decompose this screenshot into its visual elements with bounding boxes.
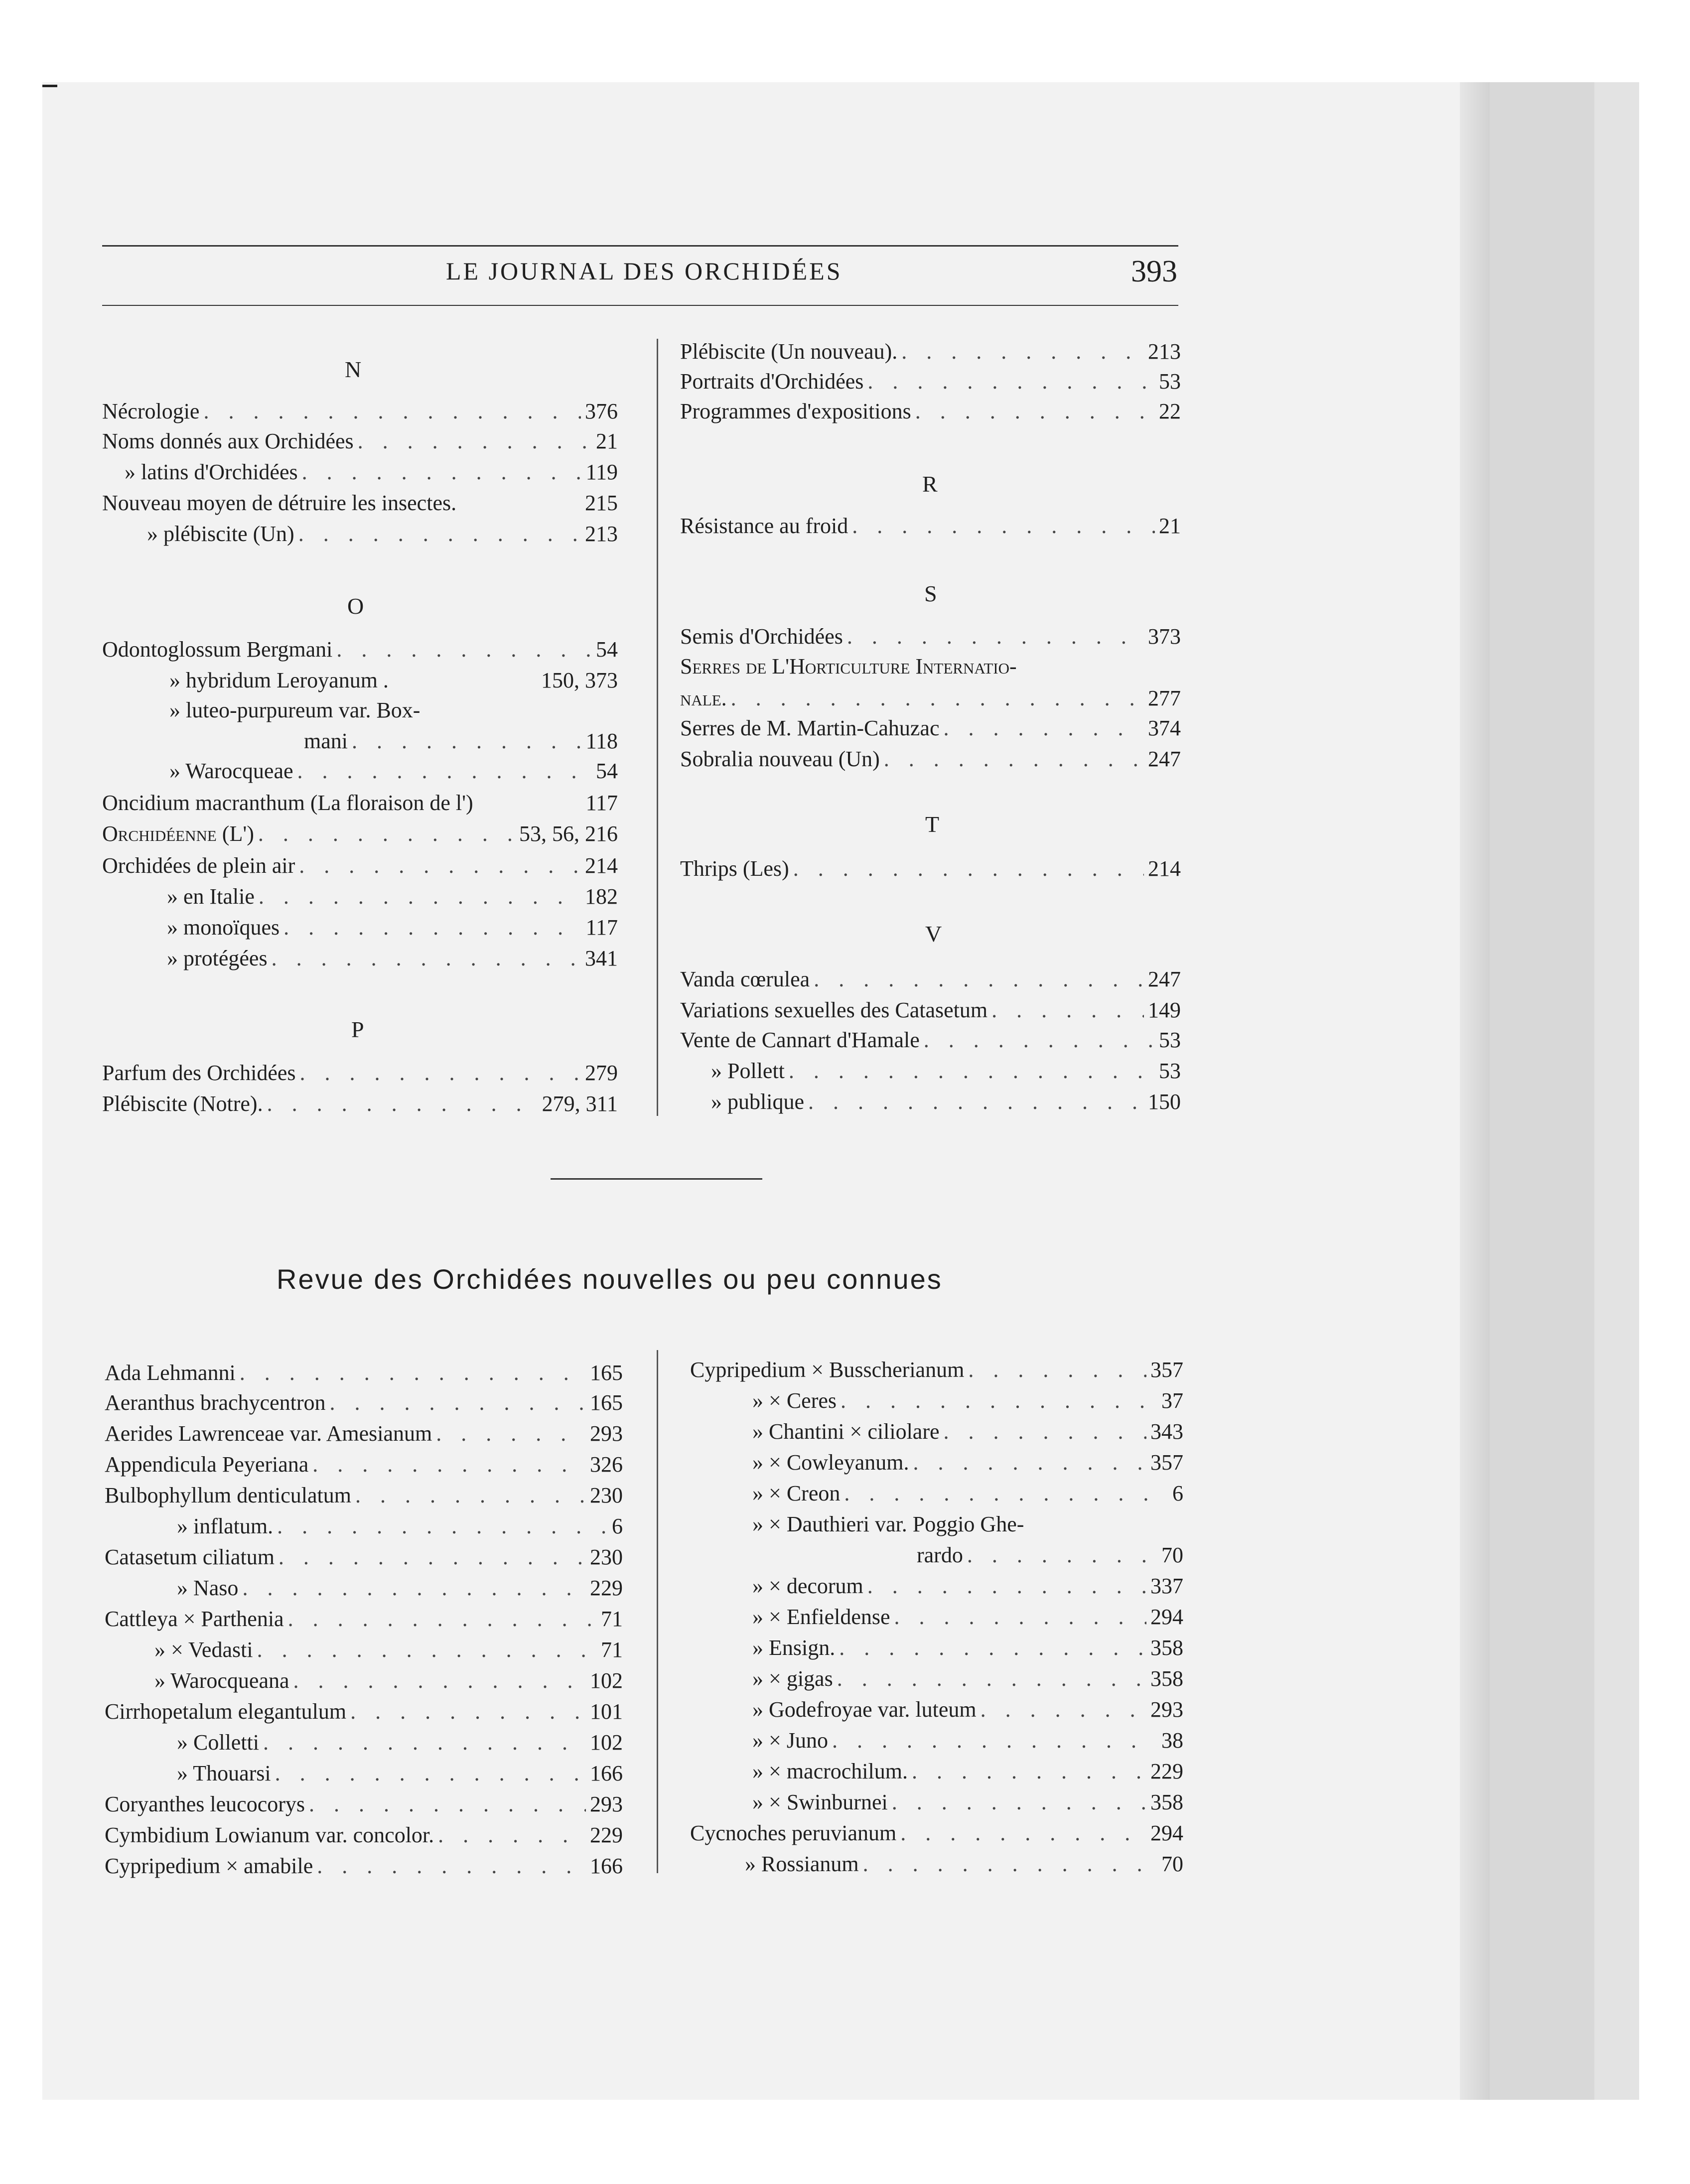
revue-entry: Bulbophyllum denticulatum . . . 230: [105, 1483, 623, 1512]
page-number: 393: [1131, 255, 1177, 288]
revue-entry: » × Cowleyanum. . . . 357: [752, 1450, 1183, 1480]
index-entry: Nouveau moyen de détruire les insectes. 215: [102, 491, 618, 515]
index-entry-continuation: mani . . . 118: [304, 728, 618, 758]
index-entry: Plébiscite (Un nouveau). . . . 213: [680, 339, 1181, 369]
index-entry: » latins d'Orchidées . . . 119: [125, 459, 618, 489]
revue-entry: Cirrhopetalum elegantulum . . . 101: [105, 1699, 623, 1729]
index-entry-continuation: nale. . . . 277: [680, 685, 1181, 715]
revue-entry: » × Enfieldense . . . 294: [752, 1604, 1183, 1634]
index-entry: Noms donnés aux Orchidées . . . 21: [102, 428, 618, 458]
index-entry: Variations sexuelles des Catasetum . . . 149: [680, 997, 1181, 1027]
revue-entry: » Ensign. . . . 358: [752, 1635, 1183, 1665]
index-entry: » en Italie . . . 182: [167, 884, 618, 914]
index-entry: Orchidéenne (L') . . . 53, 56, 216: [102, 821, 618, 851]
revue-entry: Cypripedium × amabile . . . 166: [105, 1853, 623, 1883]
index-entry: Oncidium macranthum (La floraison de l') 117: [102, 791, 618, 815]
index-entry: Serres de M. Martin-Cahuzac . . . 374: [680, 715, 1181, 745]
revue-entry: Ada Lehmanni . . . 165: [105, 1360, 623, 1390]
section-letter-v: V: [925, 921, 943, 947]
revue-title: Revue des Orchidées nouvelles ou peu connues: [277, 1263, 943, 1295]
header-top-rule: [102, 245, 1178, 247]
page-edge: [1460, 82, 1490, 2100]
index-entry: » protégées . . . 341: [167, 946, 618, 975]
section-letter-s: S: [924, 581, 938, 606]
revue-entry: » inflatum. . . . 6: [177, 1513, 623, 1543]
section-separator-rule: [551, 1178, 762, 1180]
index-entry: Semis d'Orchidées . . . 373: [680, 624, 1181, 654]
revue-entry: » Thouarsi . . . 166: [177, 1761, 623, 1790]
revue-entry: Cypripedium × Busscherianum . . . 357: [690, 1357, 1183, 1387]
running-title: LE JOURNAL DES ORCHIDÉES: [446, 257, 843, 285]
revue-entry: » Godefroyae var. luteum . . . 293: [752, 1697, 1183, 1727]
index-entry: » hybridum Leroyanum . 150, 373: [169, 668, 618, 692]
section-letter-o: O: [347, 593, 365, 619]
index-entry: Orchidées de plein air . . . 214: [102, 853, 618, 883]
cover-strip: [1594, 82, 1639, 2100]
index-entry: Odontoglossum Bergmani . . . 54: [102, 637, 618, 667]
index-entry: » monoïques . . . 117: [167, 915, 618, 945]
revue-entry: Cycnoches peruvianum . . . 294: [690, 1820, 1183, 1850]
revue-entry: » Naso . . . 229: [177, 1575, 623, 1605]
column-divider-top: [657, 339, 658, 1116]
index-entry: Parfum des Orchidées . . . 279: [102, 1060, 618, 1090]
revue-entry: Aerides Lawrenceae var. Amesianum . . . 293: [105, 1421, 623, 1451]
index-entry: Thrips (Les) . . . 214: [680, 856, 1181, 886]
index-entry: » Warocqueae . . . 54: [169, 758, 618, 788]
revue-entry: » × Vedasti . . . 71: [154, 1637, 623, 1667]
revue-entry-continuation: rardo . . . 70: [917, 1542, 1183, 1572]
revue-entry: Coryanthes leucocorys . . . 293: [105, 1791, 623, 1821]
index-entry: Vente de Cannart d'Hamale . . . 53: [680, 1027, 1181, 1057]
index-entry: » publique . . . 150: [711, 1089, 1181, 1119]
revue-entry: » × Ceres . . . 37: [752, 1388, 1183, 1418]
index-entry: Portraits d'Orchidées . . . 53: [680, 369, 1181, 399]
revue-entry: Cymbidium Lowianum var. concolor. . . . 229: [105, 1822, 623, 1852]
index-entry: » plébiscite (Un) . . . 213: [147, 521, 618, 551]
index-entry: Résistance au froid . . . 21: [680, 513, 1181, 543]
revue-entry: » × Dauthieri var. Poggio Ghe-: [752, 1512, 1024, 1536]
revue-entry: Catasetum ciliatum . . . 230: [105, 1544, 623, 1574]
revue-entry: Appendicula Peyeriana . . . 326: [105, 1452, 623, 1482]
revue-entry: Cattleya × Parthenia . . . 71: [105, 1606, 623, 1636]
revue-entry: » × Juno . . . 38: [752, 1728, 1183, 1758]
revue-entry: » × decorum . . . 337: [752, 1573, 1183, 1603]
revue-entry: » × Swinburnei . . . 358: [752, 1789, 1183, 1819]
revue-entry: » × Creon . . . 6: [752, 1481, 1183, 1510]
revue-entry: » Colletti . . . 102: [177, 1730, 623, 1760]
revue-entry: » Rossianum . . . 70: [745, 1851, 1183, 1881]
header-bottom-rule: [102, 305, 1178, 306]
index-entry: Plébiscite (Notre). . . . 279, 311: [102, 1091, 618, 1121]
revue-entry: » × gigas . . . 358: [752, 1666, 1183, 1696]
index-entry: » Pollett . . . 53: [711, 1058, 1181, 1088]
index-entry: Sobralia nouveau (Un) . . . 247: [680, 746, 1181, 776]
index-entry: Serres de L'Horticulture Internatio-: [680, 654, 1017, 679]
section-letter-r: R: [922, 471, 939, 497]
index-entry: Programmes d'expositions . . . 22: [680, 399, 1181, 428]
section-letter-n: N: [345, 357, 363, 382]
section-letter-t: T: [925, 812, 941, 837]
revue-entry: » Chantini × ciliolare . . . 343: [752, 1419, 1183, 1449]
index-entry: Vanda cœrulea . . . 247: [680, 966, 1181, 996]
revue-entry: Aeranthus brachycentron . . . 165: [105, 1390, 623, 1420]
revue-entry: » × macrochilum. . . . 229: [752, 1759, 1183, 1788]
index-entry: » luteo-purpureum var. Box-: [169, 698, 421, 722]
index-entry: Nécrologie . . . 376: [102, 399, 618, 428]
revue-entry: » Warocqueana . . . 102: [154, 1668, 623, 1698]
section-letter-p: P: [351, 1017, 365, 1042]
column-divider-bottom: [657, 1350, 658, 1873]
corner-mark: [42, 85, 57, 87]
